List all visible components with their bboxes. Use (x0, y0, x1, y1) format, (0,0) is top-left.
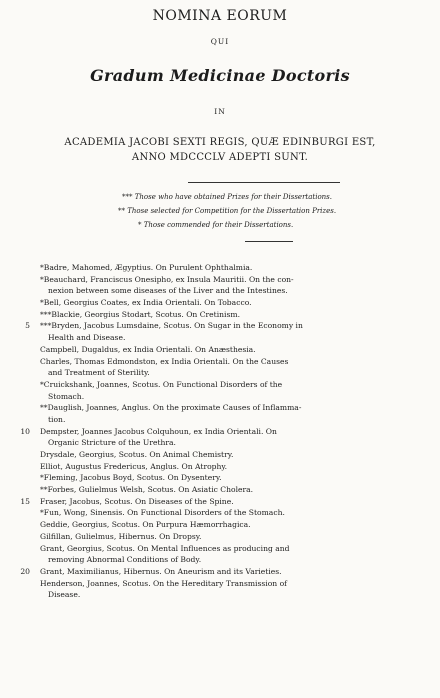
entry-text: *Cruickshank, Joannes, Scotus. On Functional Disorders of the (40, 379, 283, 389)
list-item (40, 449, 412, 461)
list-item (40, 262, 412, 274)
entry-text: Grant, Maximilianus, Hibernus. On Aneurism and its Varieties. (40, 566, 282, 576)
graduate-list (20, 262, 412, 601)
list-item (40, 367, 412, 379)
list-item (40, 589, 412, 601)
list-item (40, 507, 412, 519)
entry-text: Fraser, Jacobus, Scotus. On Diseases of the Spine. (40, 496, 234, 506)
entry-text: Drysdale, Georgius, Scotus. On Animal Chemistry. (40, 450, 234, 459)
entry-text: Dempster, Joannes Jacobus Colquhoun, ex India Orientali. On (40, 426, 277, 436)
list-item (25, 320, 412, 332)
list-item (40, 543, 412, 555)
divider-rule-bottom (245, 241, 293, 242)
list-item (40, 402, 412, 414)
entry-text: Elliot, Augustus Fredericus, Anglus. On Atrophy. (40, 461, 228, 471)
qui-label: QUI (210, 37, 230, 46)
entry-text: Geddie, Georgius, Scotus. On Purpura Hæmorrhagica. (40, 520, 251, 530)
entry-text: Stomach. (48, 391, 85, 401)
list-item (40, 554, 412, 566)
entry-text: Campbell, Dugaldus, ex India Orientali. On Anæsthesia. (40, 344, 256, 354)
entry-text: and Treatment of Sterility. (48, 368, 150, 378)
list-item (40, 274, 412, 286)
list-item (40, 519, 412, 531)
divider-rule-top (188, 182, 340, 183)
entry-text: removing Abnormal Conditions of Body. (48, 555, 202, 565)
line-number: 5 (25, 321, 30, 331)
entry-text: Henderson, Joannes, Scotus. On the Hereditary Transmission of (40, 578, 287, 588)
academia-line-1: ACADEMIA JACOBI SEXTI REGIS, QUÆ EDINBURGI EST, (64, 137, 376, 148)
entry-text: Disease. (48, 590, 81, 600)
entry-text: **Forbes, Gulielmus Welsh, Scotus. On Asiatic Cholera. (40, 485, 254, 495)
list-item (20, 566, 412, 578)
list-item (40, 391, 412, 403)
list-item (40, 379, 412, 391)
list-item (40, 332, 412, 344)
entry-text: *Fun, Wong, Sinensis. On Functional Disorders of the Stomach. (40, 508, 285, 518)
entry-text: Gilfillan, Gulielmus, Hibernus. On Dropsy. (40, 531, 202, 541)
list-item (40, 297, 412, 309)
list-item (40, 437, 412, 449)
list-item (20, 496, 412, 508)
entry-text: *Bell, Georgius Coates, ex India Orientali. On Tobacco. (40, 298, 252, 308)
list-item (40, 578, 412, 590)
list-item (40, 285, 412, 297)
list-item (40, 531, 412, 543)
legend-commended: * Those commended for their Dissertations. (138, 221, 294, 229)
entry-text: nexion between some diseases of the Liver and the Intestines. (48, 286, 288, 296)
list-item (40, 309, 412, 321)
entry-text: Organic Stricture of the Urethra. (48, 438, 176, 448)
list-item (40, 414, 412, 426)
academia-line-2: ANNO MDCCCLV ADEPTI SUNT. (131, 152, 309, 163)
entry-text: Grant, Georgius, Scotus. On Mental Influences as producing and (40, 543, 290, 553)
line-number: 15 (20, 496, 30, 506)
entry-text: Health and Disease. (48, 333, 126, 343)
line-number: 20 (20, 566, 30, 576)
list-item (40, 344, 412, 356)
list-item (20, 426, 412, 438)
list-item (40, 484, 412, 496)
entry-text: **Dauglish, Joannes, Anglus. On the proximate Causes of Inflamma- (40, 403, 302, 413)
entry-text: tion. (48, 414, 66, 424)
line-number: 10 (20, 426, 30, 436)
entry-text: *Fleming, Jacobus Boyd, Scotus. On Dysentery. (40, 473, 222, 483)
legend-competition: ** Those selected for Competition for the Dissertation Prizes. (118, 207, 337, 215)
page-title: NOMINA EORUM (152, 8, 288, 24)
entry-text: *Badre, Mahomed, Ægyptius. On Purulent Ophthalmia. (40, 263, 253, 272)
entry-text: ***Bryden, Jacobus Lumsdaine, Scotus. On Sugar in the Economy in (40, 321, 303, 331)
list-item (40, 356, 412, 368)
entry-text: Charles, Thomas Edmondston, ex India Orientali. On the Causes (40, 356, 289, 366)
legend-prizes: *** Those who have obtained Prizes for their Dissertations. (122, 193, 332, 201)
entry-text: *Beauchard, Franciscus Onesipho, ex Insula Mauritii. On the con- (40, 274, 294, 284)
list-item (40, 461, 412, 473)
list-item (40, 472, 412, 484)
degree-heading: Gradum Medicinae Doctoris (90, 66, 350, 85)
in-label: IN (214, 107, 226, 116)
entry-text: ***Blackie, Georgius Stodart, Scotus. On Cretinism. (40, 309, 240, 319)
